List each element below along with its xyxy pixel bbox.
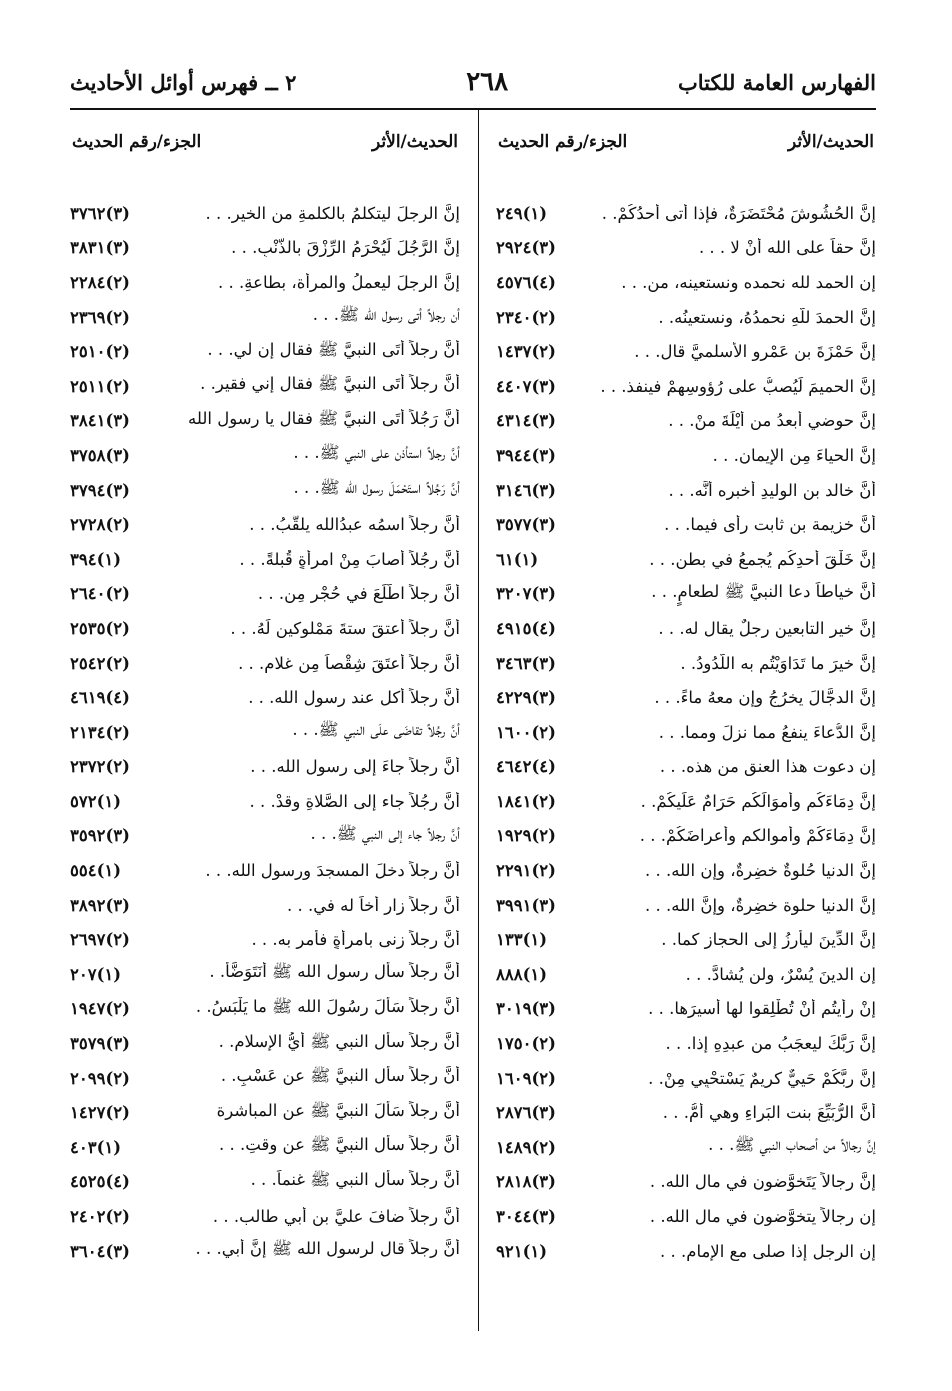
index-entry xyxy=(496,1199,876,1234)
index-entry xyxy=(496,334,876,369)
index-entry xyxy=(70,577,460,612)
hadith-opening: إنَّ الدنيا حلوة خضِرةٌ، وإنَّ الله. . . xyxy=(644,895,876,915)
index-entry xyxy=(70,404,460,439)
hadith-opening: إنَّ ربَّكُمْ حَييٌّ كريمٌ يَسْتحْيِي مِنْ. . xyxy=(648,1068,876,1088)
index-list xyxy=(496,196,876,1268)
index-entry xyxy=(496,819,876,854)
index-entry xyxy=(70,750,460,785)
volume-hadith-number: (٣)٣٩٤٤ xyxy=(496,445,556,465)
volume-hadith-number: (٣)٣٥٩٢ xyxy=(70,826,130,846)
volume-hadith-number: (٣)٢٩٢٤ xyxy=(496,238,556,258)
hadith-opening: إن الرجل إذا صلى مع الإمام. . . xyxy=(660,1241,876,1261)
volume-hadith-number: (١)٤٠٣ xyxy=(70,1137,122,1157)
index-entry xyxy=(496,1234,876,1269)
index-entry xyxy=(70,715,460,750)
hadith-opening: أنَّ رجلاً جاء إلى النبي ﷺ. . . xyxy=(310,823,460,843)
hadith-opening: أنَّ رجلاً أَتَى النبيَّ ﷺ فقال إني فقير. . xyxy=(200,374,460,394)
hadith-opening: أنَّ رجلاً أَتَى النبيَّ ﷺ فقال إن لي. . . xyxy=(207,339,460,359)
index-entry xyxy=(496,1095,876,1130)
index-entry xyxy=(496,369,876,404)
hadith-opening: أنَّ رَجُلاً أَتَى النبيَّ ﷺ فقال يا رسول الله xyxy=(188,408,460,428)
index-entry xyxy=(496,646,876,681)
index-entry xyxy=(70,438,460,473)
volume-hadith-number: (٢)٢٣٦٩ xyxy=(70,307,130,327)
hadith-opening: إنَّ دِمَاءَكُمْ وأموالكم وأعراضَكُمْ. . . xyxy=(639,826,876,846)
hadith-opening: أنَّ رجلاً جاءَ إلى رسول الله. . . xyxy=(250,757,460,777)
volume-hadith-number: (١)٦١ xyxy=(496,549,539,569)
volume-hadith-number: (٢)٢٢٨٤ xyxy=(70,272,130,292)
index-entry xyxy=(496,957,876,992)
volume-hadith-number: (٢)١٦٠٠ xyxy=(496,722,556,742)
reference-heading: الجزء/رقم الحديث xyxy=(498,132,628,152)
hadith-opening: إنَّ حوضي أبعدُ من أيْلَةَ منْ. . . xyxy=(668,411,876,431)
volume-hadith-number: (١)٢٠٧ xyxy=(70,964,122,984)
index-column-right xyxy=(496,118,876,1268)
index-entry xyxy=(496,577,876,612)
volume-hadith-number: (٣)٣٩٩١ xyxy=(496,895,556,915)
volume-hadith-number: (٢)١٤٢٧ xyxy=(70,1103,130,1123)
hadith-opening: إنَّ الرَّجُلَ لَيُحْرَمُ الرِّزْقَ بالذَّنْبِ. . . xyxy=(231,238,460,258)
hadith-opening: إنَّ خَلْقَ أحدِكُم يُجمعُ في بطنِ. . . xyxy=(649,549,876,569)
volume-hadith-number: (٤)٤٩١٥ xyxy=(496,618,556,638)
volume-hadith-number: (٢)١٧٥٠ xyxy=(496,1034,556,1054)
hadith-opening: أنَّ رجلاً سأل رسول الله ﷺ أنَتَوَضَّأُ. . xyxy=(209,962,460,982)
index-entry xyxy=(496,196,876,231)
index-entry xyxy=(70,231,460,266)
index-entry xyxy=(496,473,876,508)
volume-hadith-number: (٢)٢١٣٤ xyxy=(70,722,130,742)
hadith-opening: أنَّ رجلاً سأل النبيَّ ﷺ عن وقتِ. . . xyxy=(219,1135,460,1155)
volume-hadith-number: (٢)٢٥١١ xyxy=(70,376,130,396)
volume-hadith-number: (٤)٤٦١٩ xyxy=(70,688,130,708)
volume-hadith-number: (٢)٢٥٣٥ xyxy=(70,618,130,638)
hadith-opening: أنَّ رجلاً زنى بامرأةٍ فأمر به. . . xyxy=(251,930,460,950)
hadith-opening: إن الحمد لله نحمده ونستعينه، من. . . xyxy=(621,272,876,292)
index-entry xyxy=(70,646,460,681)
hadith-opening: إنَّ الرجلَ ليتكلمُ بالكلمةِ من الخير. . . xyxy=(205,203,460,223)
hadith-opening: أنَّ رجلاً سأل النبي ﷺ أيُّ الإسلام. . xyxy=(218,1031,460,1051)
index-entry xyxy=(70,1095,460,1130)
volume-hadith-number: (١)١٣٣ xyxy=(496,930,548,950)
hadith-opening: أنَّ رجُلاً تقاضَى علَى النبي ﷺ. . . xyxy=(292,720,460,740)
index-entry xyxy=(496,1165,876,1200)
hadith-opening: إنَّ خيرَ ما تَدَاوَيْتُم به اللَّدُودُ. . xyxy=(680,653,876,673)
volume-hadith-number: (٤)٤٥٢٥ xyxy=(70,1172,130,1192)
volume-hadith-number: (٣)٣٧٥٨ xyxy=(70,445,130,465)
hadith-opening: أنَّ رجلاً أكل عند رسول الله. . . xyxy=(248,688,460,708)
hadith-opening: إنَّ الحميمَ لَيُصبُّ على رُؤوسِهِمْ فينفذ. . . xyxy=(600,376,876,396)
volume-hadith-number: (٢)١٨٤١ xyxy=(496,791,556,811)
volume-hadith-number: (٣)٣٧٩٤ xyxy=(70,480,130,500)
hadith-opening: أنَّ رجلاً أعتَقَ شِقْصاً مِن غلامٍ. . . xyxy=(238,653,460,673)
hadith-heading: الحديث/الأثر xyxy=(788,132,874,152)
volume-hadith-number: (٢)٢٢٩١ xyxy=(496,861,556,881)
hadith-opening: أنَّ رجلاً سأل النبي ﷺ غنماً. . . xyxy=(250,1169,460,1189)
volume-hadith-number: (٢)٢٦٤٠ xyxy=(70,584,130,604)
volume-hadith-number: (١)٥٥٤ xyxy=(70,861,122,881)
hadith-opening: أنَّ رجلاً استأذن على النبي ﷺ. . . xyxy=(293,443,460,463)
volume-hadith-number: (٣)٣٨٤١ xyxy=(70,411,130,431)
running-title-left: ٢ ــ فهرس أوائل الأحاديث xyxy=(70,69,297,95)
index-entry xyxy=(496,438,876,473)
volume-hadith-number: (٣)٣٠١٩ xyxy=(496,999,556,1019)
hadith-opening: أنَّ رجلاً دخلَ المسجدَ ورسول الله. . . xyxy=(205,861,460,881)
index-entry xyxy=(70,784,460,819)
hadith-opening: أنَّ رجلاً سَأَلَ رسُولَ الله ﷺ ما يَلْبَسُ. . xyxy=(195,996,460,1016)
index-entry xyxy=(496,300,876,335)
hadith-opening: أنَّ خزيمة بن ثابت رأى فيما. . . xyxy=(664,515,876,535)
index-entry xyxy=(70,369,460,404)
hadith-opening: أنَّ رجلاً زار أخاً له في. . . xyxy=(286,895,460,915)
volume-hadith-number: (١)٥٧٢ xyxy=(70,791,122,811)
hadith-opening: أن رجلاً أتى رسول الله ﷺ. . . xyxy=(312,305,460,325)
volume-hadith-number: (٣)٣٨٣١ xyxy=(70,238,130,258)
index-entry xyxy=(70,611,460,646)
volume-hadith-number: (١)٨٨٨ xyxy=(496,964,548,984)
hadith-opening: أنَّ رجلاً سأل النبيَّ ﷺ عن عَسْبِ. . xyxy=(220,1066,460,1086)
index-entry xyxy=(496,922,876,957)
index-entry xyxy=(70,1165,460,1200)
volume-hadith-number: (٢)١٩٢٩ xyxy=(496,826,556,846)
hadith-heading: الحديث/الأثر xyxy=(372,132,458,152)
index-entry xyxy=(70,300,460,335)
volume-hadith-number: (٣)٣٤٦٣ xyxy=(496,653,556,673)
hadith-opening: إنَّ الدِّينَ ليأْرِزُ إلى الحجازِ كما. . xyxy=(661,930,876,950)
index-column-left xyxy=(70,118,460,1268)
volume-hadith-number: (١)٣٩٤ xyxy=(70,549,122,569)
hadith-opening: أنَّ رجلاً اسمُه عبدُالله يلقَّبُ. . . xyxy=(249,515,460,535)
column-header xyxy=(70,118,460,166)
volume-hadith-number: (٣)٤٢٢٩ xyxy=(496,688,556,708)
volume-hadith-number: (٢)٢٠٩٩ xyxy=(70,1068,130,1088)
hadith-opening: أنَّ خياطاً دعا النبيَّ ﷺ لطعامٍ. . . xyxy=(651,581,876,601)
column-header xyxy=(496,118,876,166)
hadith-opening: أنَّ رجُلاً أصابَ مِنْ امرأةٍ قُبلةً. . . xyxy=(239,549,460,569)
running-title-right: الفهارس العامة للكتاب xyxy=(677,69,876,95)
index-entry xyxy=(70,957,460,992)
index-entry xyxy=(496,784,876,819)
hadith-opening: أنَّ الرُّبَيِّعَ بنت البَراءِ وهي أمُّ. . . xyxy=(662,1103,876,1123)
volume-hadith-number: (١)٢٤٩ xyxy=(496,203,548,223)
hadith-opening: إنَّ خير التابعين رجلٌ يقال له. . . xyxy=(658,618,876,638)
hadith-opening: إنَّ الدجَّالَ يخرُجُ وإن معهُ ماءً. . . xyxy=(654,688,876,708)
index-entry xyxy=(70,473,460,508)
hadith-opening: إنَّ دِمَاءَكُم وأموَالَكُم حَرَامٌ عَلَيكُمْ. . xyxy=(640,791,876,811)
page-header xyxy=(70,62,876,102)
index-entry xyxy=(496,992,876,1027)
index-entry xyxy=(70,1061,460,1096)
volume-hadith-number: (٣)٢٨١٨ xyxy=(496,1172,556,1192)
index-entry xyxy=(70,507,460,542)
hadith-opening: أنَّ رجلاً قال لرسول الله ﷺ إنَّ أبي. . . xyxy=(195,1239,460,1259)
volume-hadith-number: (٣)٢٨٧٦ xyxy=(496,1103,556,1123)
index-entry xyxy=(70,992,460,1027)
index-entry xyxy=(496,231,876,266)
index-entry xyxy=(496,1026,876,1061)
index-entry xyxy=(496,1061,876,1096)
volume-hadith-number: (٢)٢٦٩٧ xyxy=(70,930,130,950)
page-number: ٢٦٨ xyxy=(466,67,509,97)
hadith-opening: إنَّ الدُّعاءَ ينفعُ مما نزلَ ومما. . . xyxy=(658,722,876,742)
index-entry xyxy=(70,196,460,231)
index-entry xyxy=(70,853,460,888)
index-entry xyxy=(496,750,876,785)
index-entry xyxy=(496,680,876,715)
volume-hadith-number: (٢)٢٣٤٠ xyxy=(496,307,556,327)
volume-hadith-number: (٢)١٦٠٩ xyxy=(496,1068,556,1088)
index-entry xyxy=(70,888,460,923)
hadith-opening: إنَّ الحُشُوشَ مُحْتَضَرَةٌ، فإذا أتى أحدُكُمْ. . xyxy=(601,203,876,223)
volume-hadith-number: (٣)٣٨٩٢ xyxy=(70,895,130,915)
hadith-opening: إنَّ حَمْزَةَ بن عَمْرٍو الأسلميَّ قال. . . xyxy=(634,342,876,362)
volume-hadith-number: (٢)٢٥١٠ xyxy=(70,342,130,362)
hadith-opening: إنَّ حقاً على الله أنْ لا . . . xyxy=(698,238,876,258)
index-list xyxy=(70,196,460,1268)
index-entry xyxy=(496,853,876,888)
volume-hadith-number: (٣)٤٤٠٧ xyxy=(496,376,556,396)
index-entry xyxy=(496,507,876,542)
volume-hadith-number: (٢)٢٤٠٢ xyxy=(70,1207,130,1227)
index-entry xyxy=(70,265,460,300)
index-entry xyxy=(70,334,460,369)
volume-hadith-number: (٣)٤٣١٤ xyxy=(496,411,556,431)
index-entry xyxy=(70,922,460,957)
volume-hadith-number: (٢)٢٧٢٨ xyxy=(70,515,130,535)
hadith-opening: إنَّ الحياءَ مِن الإيمانِ. . . xyxy=(712,445,876,465)
volume-hadith-number: (١)٩٢١ xyxy=(496,1241,548,1261)
index-entry xyxy=(496,404,876,439)
index-entry xyxy=(70,1234,460,1269)
hadith-opening: أنَّ رجُلاً جاء إلى الصَّلاةِ وقدْ. . . xyxy=(249,791,460,811)
hadith-opening: إن رجالاً يتخوَّضون في مالِ الله. . xyxy=(649,1207,876,1227)
volume-hadith-number: (٣)٣٢٠٧ xyxy=(496,584,556,604)
volume-hadith-number: (٢)٢٥٤٢ xyxy=(70,653,130,673)
hadith-opening: أنَّ رجلاً اطَّلَعَ في حُجْرٍ مِن. . . xyxy=(257,584,460,604)
index-entry xyxy=(496,265,876,300)
index-entry xyxy=(496,1130,876,1165)
volume-hadith-number: (٢)٢٣٧٢ xyxy=(70,757,130,777)
hadith-opening: إن دعوت هذا العنق من هذه. . . xyxy=(659,757,876,777)
volume-hadith-number: (٤)٤٥٧٦ xyxy=(496,272,556,292)
volume-hadith-number: (٢)١٤٣٧ xyxy=(496,342,556,362)
hadith-opening: أنَّ رجلاً سَأَلَ النبيَّ ﷺ عن المباشرة xyxy=(216,1100,460,1120)
index-entry xyxy=(496,715,876,750)
volume-hadith-number: (٣)٣٧٦٢ xyxy=(70,203,130,223)
volume-hadith-number: (٣)٣٥٧٩ xyxy=(70,1034,130,1054)
index-entry xyxy=(496,611,876,646)
hadith-opening: إنَّ الرجلَ ليعملُ والمرأة، بطاعةِ. . . xyxy=(218,272,460,292)
index-entry xyxy=(70,680,460,715)
index-entry xyxy=(70,1199,460,1234)
reference-heading: الجزء/رقم الحديث xyxy=(72,132,202,152)
volume-hadith-number: (٤)٤٦٤٢ xyxy=(496,757,556,777)
hadith-opening: أنَّ رَجُلاً استَحْمَلَ رسول الله ﷺ. . . xyxy=(293,478,460,498)
hadith-opening: إنَّ الحمدَ للّهِ نحمدُهُ، ونستعينُه. . xyxy=(658,307,876,327)
hadith-opening: إنْ رأيتُم أنْ تُطْلِقوا لها أسيرَها. . . xyxy=(648,999,876,1019)
volume-hadith-number: (٢)١٩٤٧ xyxy=(70,999,130,1019)
header-rule xyxy=(70,108,876,110)
hadith-opening: إنَّ رجالاً من أصحاب النبي ﷺ. . . xyxy=(708,1135,876,1155)
hadith-opening: أنَّ رجلاً أعتقَ ستةَ مَمْلوكين لَهُ. . . xyxy=(230,618,460,638)
volume-hadith-number: (٣)٣١٤٦ xyxy=(496,480,556,500)
index-entry xyxy=(70,1130,460,1165)
hadith-opening: أنَّ رجلاً ضافَ عليَّ بن أبي طالب. . . xyxy=(212,1207,460,1227)
hadith-opening: إنَّ رَبَّكَ ليعجَبُ من عبدِهِ إذا. . . xyxy=(665,1034,876,1054)
index-entry xyxy=(70,542,460,577)
volume-hadith-number: (٣)٣٥٧٧ xyxy=(496,515,556,535)
hadith-opening: إنَّ رجالاً يَتَخوَّضون في مال الله. . xyxy=(649,1172,876,1192)
volume-hadith-number: (٢)١٤٨٩ xyxy=(496,1137,556,1157)
hadith-opening: إن الدينَ يُسْرٌ، ولن يُشادَّ. . . xyxy=(685,964,876,984)
volume-hadith-number: (٣)٣٦٠٤ xyxy=(70,1241,130,1261)
column-divider xyxy=(478,110,479,1331)
hadith-opening: أنَّ خالد بن الوليدِ أخبره أنَّه. . . xyxy=(668,480,876,500)
index-entry xyxy=(496,542,876,577)
index-entry xyxy=(70,819,460,854)
index-entry xyxy=(496,888,876,923)
hadith-opening: إنَّ الدنيا حُلوةٌ خضِرةٌ، وإن الله. . . xyxy=(644,861,876,881)
index-entry xyxy=(70,1026,460,1061)
volume-hadith-number: (٣)٣٠٤٤ xyxy=(496,1207,556,1227)
